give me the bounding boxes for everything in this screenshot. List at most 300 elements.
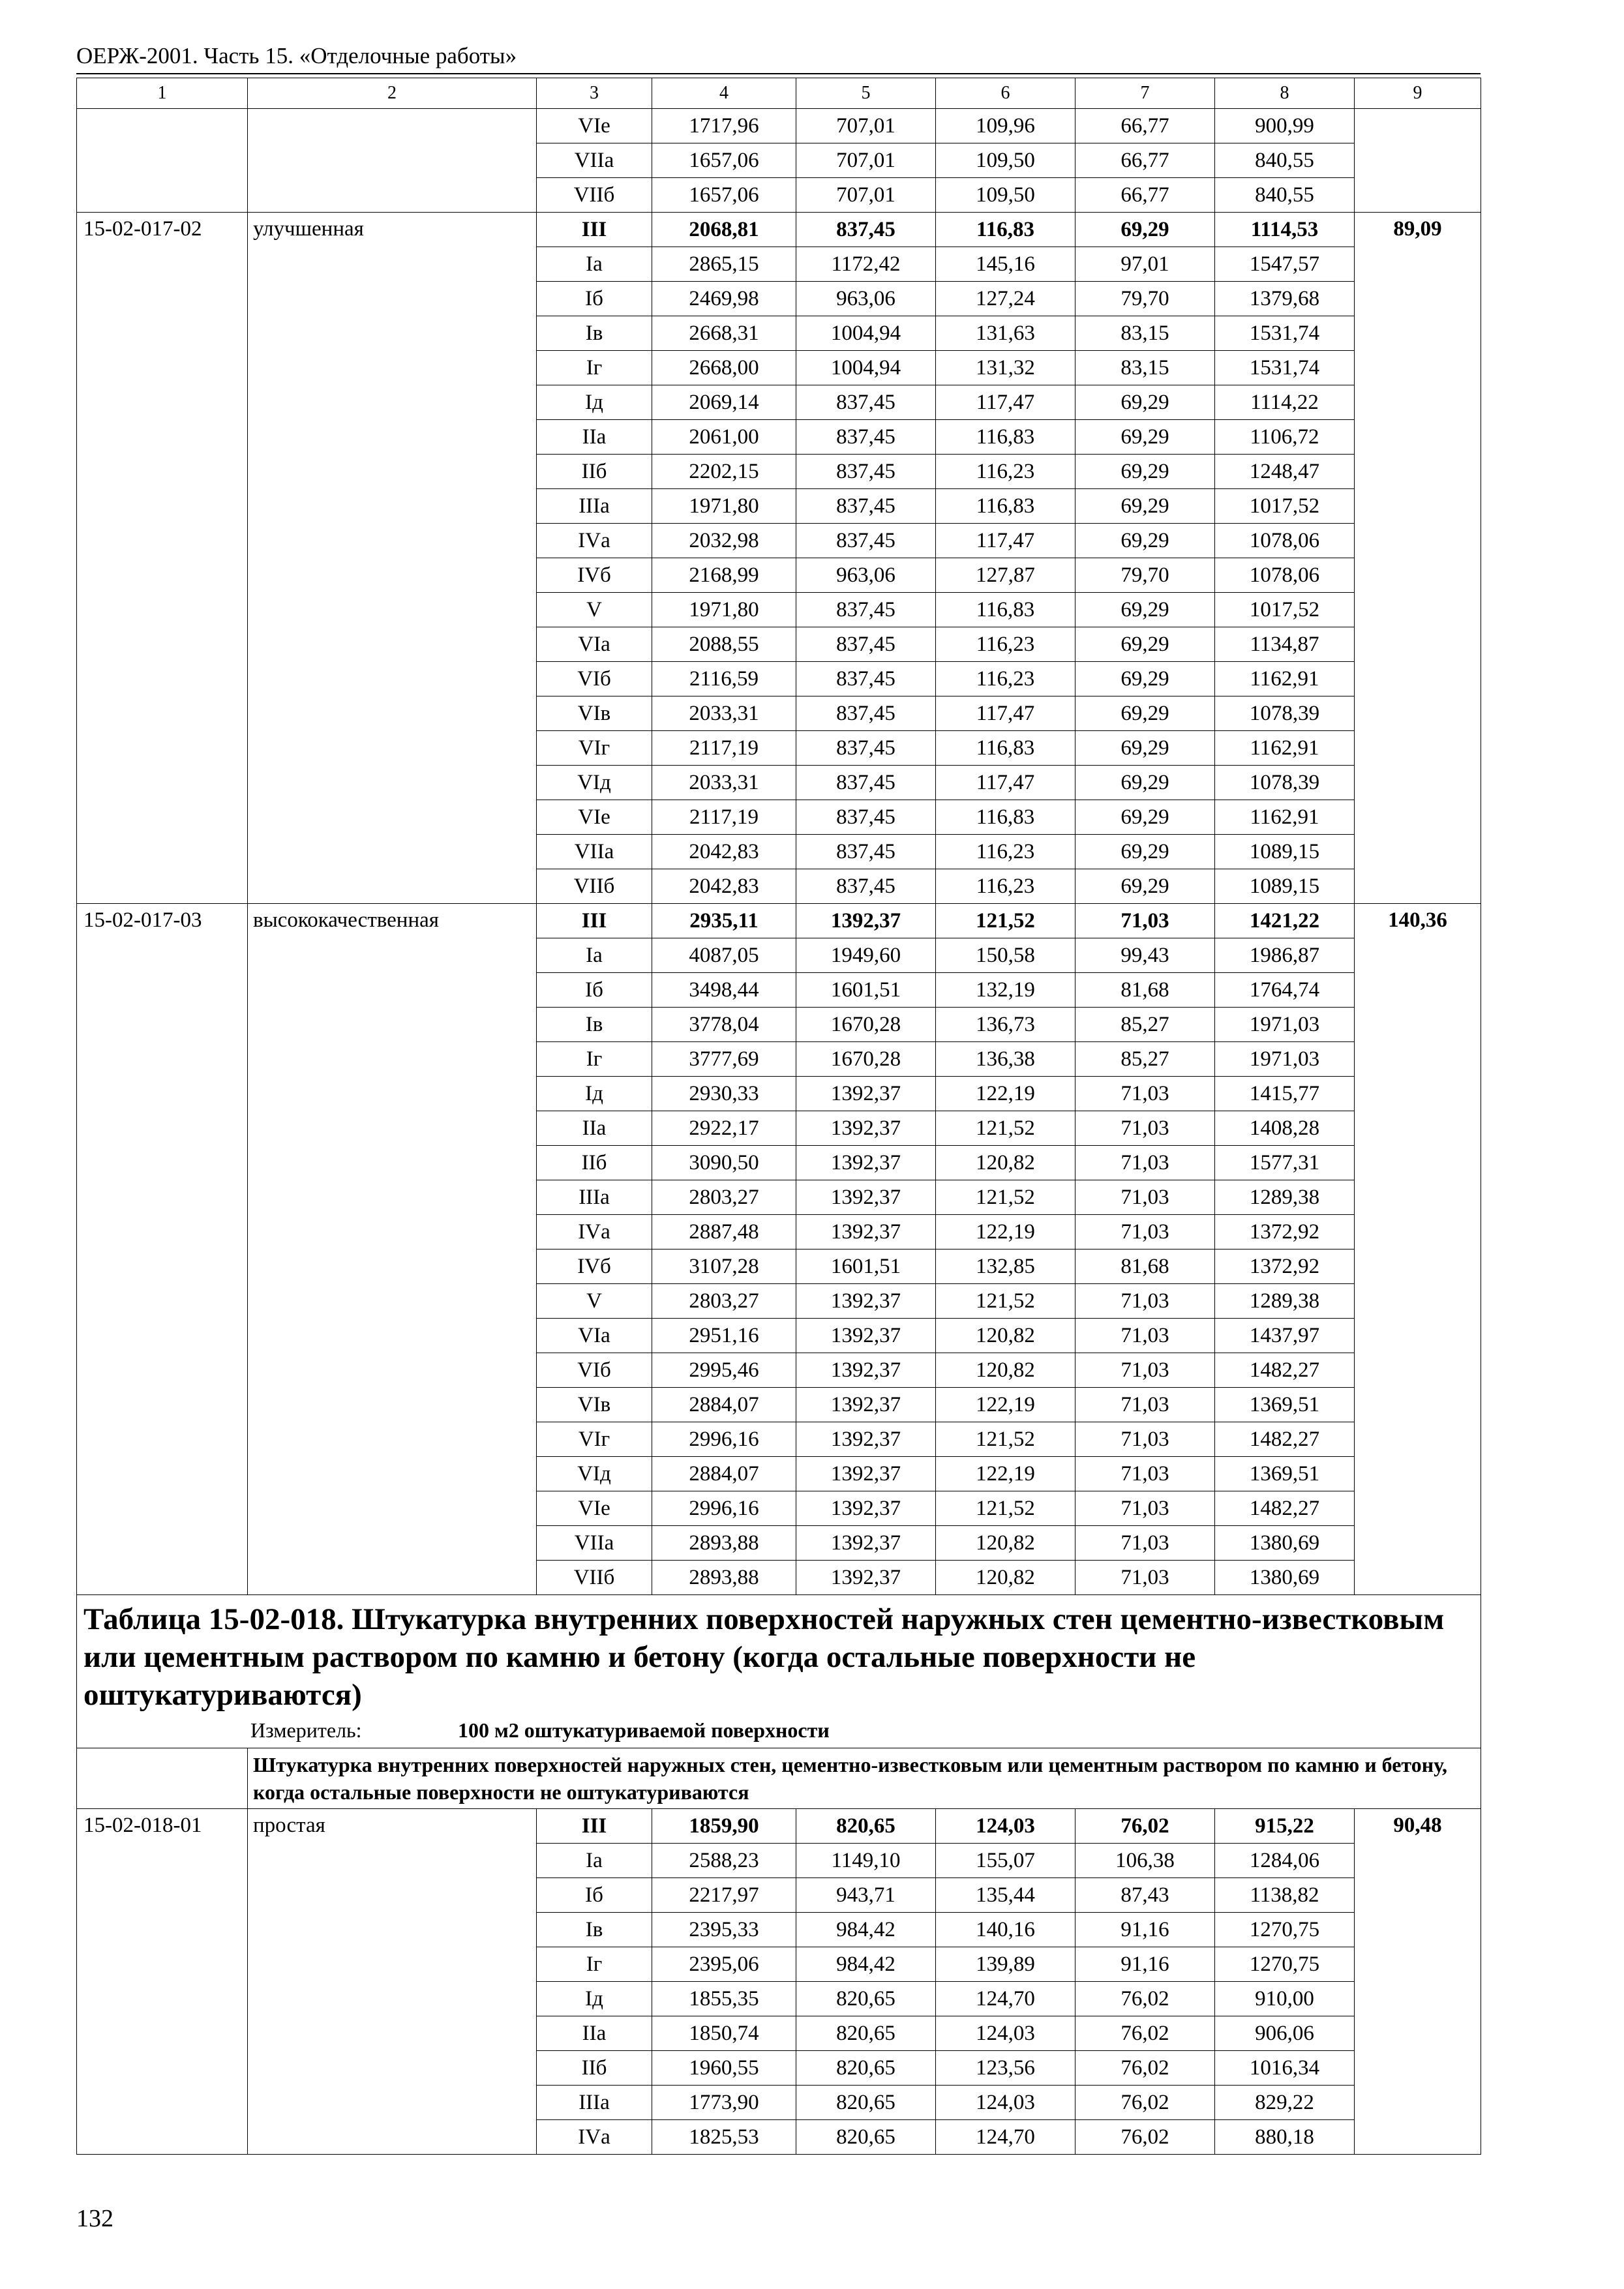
zone-cell: Iв xyxy=(537,316,652,351)
zone-cell: III xyxy=(537,904,652,938)
value-cell: 1162,91 xyxy=(1215,731,1355,766)
value-cell: 1971,03 xyxy=(1215,1008,1355,1042)
zone-cell: IIб xyxy=(537,2051,652,2086)
value-cell: 2033,31 xyxy=(652,766,796,800)
value-cell: 1482,27 xyxy=(1215,1353,1355,1388)
value-cell: 837,45 xyxy=(796,593,936,627)
value-cell: 121,52 xyxy=(936,1422,1075,1457)
value-cell: 1392,37 xyxy=(796,1111,936,1146)
value-cell: 1078,06 xyxy=(1215,558,1355,593)
value-cell: 1392,37 xyxy=(796,1215,936,1249)
rate-code: 15-02-017-02 xyxy=(77,213,248,904)
value-cell: 2088,55 xyxy=(652,627,796,662)
value-cell: 2069,14 xyxy=(652,385,796,420)
value-cell: 1380,69 xyxy=(1215,1561,1355,1595)
value-cell: 837,45 xyxy=(796,835,936,869)
value-cell: 820,65 xyxy=(796,2051,936,2086)
value-cell: 71,03 xyxy=(1075,1457,1215,1491)
value-cell: 71,03 xyxy=(1075,1422,1215,1457)
value-cell: 2668,00 xyxy=(652,351,796,385)
value-cell: 83,15 xyxy=(1075,316,1215,351)
zone-cell: Iб xyxy=(537,973,652,1008)
zone-cell: Iг xyxy=(537,1947,652,1982)
value-cell: 1971,03 xyxy=(1215,1042,1355,1077)
labor-cost-cell: 89,09 xyxy=(1355,213,1481,904)
value-cell: 122,19 xyxy=(936,1388,1075,1422)
rate-name: простая xyxy=(248,1809,537,2155)
value-cell: 76,02 xyxy=(1075,1809,1215,1844)
labor-cost-cell: 140,36 xyxy=(1355,904,1481,1595)
zone-cell: IVа xyxy=(537,1215,652,1249)
value-cell: 131,63 xyxy=(936,316,1075,351)
column-number: 2 xyxy=(248,78,537,109)
value-cell: 71,03 xyxy=(1075,1111,1215,1146)
value-cell: 2951,16 xyxy=(652,1319,796,1353)
zone-cell: VIIа xyxy=(537,835,652,869)
value-cell: 1392,37 xyxy=(796,1561,936,1595)
value-cell: 2930,33 xyxy=(652,1077,796,1111)
rate-name xyxy=(248,109,537,213)
value-cell: 1114,53 xyxy=(1215,213,1355,247)
value-cell: 122,19 xyxy=(936,1215,1075,1249)
value-cell: 132,85 xyxy=(936,1249,1075,1284)
value-cell: 2803,27 xyxy=(652,1284,796,1319)
value-cell: 116,83 xyxy=(936,489,1075,524)
value-cell: 69,29 xyxy=(1075,489,1215,524)
value-cell: 79,70 xyxy=(1075,558,1215,593)
value-cell: 2032,98 xyxy=(652,524,796,558)
measurer xyxy=(83,1716,1474,1744)
value-cell: 1284,06 xyxy=(1215,1844,1355,1878)
value-cell: 1986,87 xyxy=(1215,938,1355,973)
zone-cell: IIIа xyxy=(537,489,652,524)
zone-cell: IVа xyxy=(537,524,652,558)
value-cell: 122,19 xyxy=(936,1077,1075,1111)
value-cell: 2042,83 xyxy=(652,869,796,904)
table-018-description-row xyxy=(77,1748,1481,1809)
value-cell: 837,45 xyxy=(796,766,936,800)
value-cell: 1825,53 xyxy=(652,2120,796,2155)
value-cell: 139,89 xyxy=(936,1947,1075,1982)
value-cell: 1078,39 xyxy=(1215,696,1355,731)
value-cell: 71,03 xyxy=(1075,1215,1215,1249)
value-cell: 1408,28 xyxy=(1215,1111,1355,1146)
value-cell: 1547,57 xyxy=(1215,247,1355,282)
value-cell: 69,29 xyxy=(1075,385,1215,420)
value-cell: 71,03 xyxy=(1075,1353,1215,1388)
zone-cell: VIе xyxy=(537,1491,652,1526)
value-cell: 2803,27 xyxy=(652,1180,796,1215)
value-cell: 124,03 xyxy=(936,2086,1075,2120)
value-cell: 120,82 xyxy=(936,1561,1075,1595)
table-row xyxy=(77,1809,1481,1844)
value-cell: 1415,77 xyxy=(1215,1077,1355,1111)
value-cell: 150,58 xyxy=(936,938,1075,973)
rate-code xyxy=(77,109,248,213)
value-cell: 71,03 xyxy=(1075,1319,1215,1353)
value-cell: 124,03 xyxy=(936,2016,1075,2051)
value-cell: 837,45 xyxy=(796,455,936,489)
value-cell: 820,65 xyxy=(796,2120,936,2155)
zone-cell: IVб xyxy=(537,558,652,593)
column-number: 9 xyxy=(1355,78,1481,109)
labor-cost-cell xyxy=(1355,109,1481,213)
value-cell: 109,96 xyxy=(936,109,1075,143)
table-018-title-row xyxy=(77,1595,1481,1748)
value-cell: 1949,60 xyxy=(796,938,936,973)
value-cell: 124,03 xyxy=(936,1809,1075,1844)
value-cell: 820,65 xyxy=(796,1809,936,1844)
value-cell: 121,52 xyxy=(936,1111,1075,1146)
value-cell: 943,71 xyxy=(796,1878,936,1913)
value-cell: 76,02 xyxy=(1075,2120,1215,2155)
value-cell: 71,03 xyxy=(1075,1146,1215,1180)
value-cell: 829,22 xyxy=(1215,2086,1355,2120)
value-cell: 140,16 xyxy=(936,1913,1075,1947)
value-cell: 116,83 xyxy=(936,213,1075,247)
value-cell: 2469,98 xyxy=(652,282,796,316)
value-cell: 2168,99 xyxy=(652,558,796,593)
zone-cell: Iа xyxy=(537,938,652,973)
value-cell: 2922,17 xyxy=(652,1111,796,1146)
value-cell: 2068,81 xyxy=(652,213,796,247)
zone-cell: VIIб xyxy=(537,869,652,904)
description-empty-cell xyxy=(77,1748,248,1809)
value-cell: 71,03 xyxy=(1075,904,1215,938)
value-cell: 1601,51 xyxy=(796,1249,936,1284)
value-cell: 127,87 xyxy=(936,558,1075,593)
value-cell: 1392,37 xyxy=(796,1319,936,1353)
value-cell: 1657,06 xyxy=(652,143,796,178)
value-cell: 1016,34 xyxy=(1215,2051,1355,2086)
value-cell: 121,52 xyxy=(936,1180,1075,1215)
zone-cell: IIIа xyxy=(537,2086,652,2120)
value-cell: 1162,91 xyxy=(1215,800,1355,835)
zone-cell: VIе xyxy=(537,800,652,835)
column-number: 7 xyxy=(1075,78,1215,109)
measurer-label: Измеритель: xyxy=(250,1718,362,1742)
value-cell: 71,03 xyxy=(1075,1491,1215,1526)
table-018-title-cell xyxy=(77,1595,1481,1748)
value-cell: 1601,51 xyxy=(796,973,936,1008)
value-cell: 109,50 xyxy=(936,178,1075,213)
value-cell: 837,45 xyxy=(796,420,936,455)
zone-cell: Iв xyxy=(537,1913,652,1947)
value-cell: 117,47 xyxy=(936,696,1075,731)
value-cell: 136,38 xyxy=(936,1042,1075,1077)
zone-cell: IIа xyxy=(537,1111,652,1146)
page-number: 132 xyxy=(76,2205,113,2232)
value-cell: 1270,75 xyxy=(1215,1947,1355,1982)
zone-cell: VIIб xyxy=(537,178,652,213)
value-cell: 2117,19 xyxy=(652,731,796,766)
value-cell: 2202,15 xyxy=(652,455,796,489)
value-cell: 1392,37 xyxy=(796,1457,936,1491)
value-cell: 984,42 xyxy=(796,1947,936,1982)
value-cell: 71,03 xyxy=(1075,1180,1215,1215)
value-cell: 1960,55 xyxy=(652,2051,796,2086)
zone-cell: Iа xyxy=(537,247,652,282)
value-cell: 66,77 xyxy=(1075,143,1215,178)
value-cell: 1577,31 xyxy=(1215,1146,1355,1180)
value-cell: 820,65 xyxy=(796,1982,936,2016)
value-cell: 69,29 xyxy=(1075,593,1215,627)
value-cell: 1392,37 xyxy=(796,1284,936,1319)
value-cell: 69,29 xyxy=(1075,420,1215,455)
value-cell: 155,07 xyxy=(936,1844,1075,1878)
value-cell: 69,29 xyxy=(1075,835,1215,869)
value-cell: 1531,74 xyxy=(1215,316,1355,351)
value-cell: 1138,82 xyxy=(1215,1878,1355,1913)
value-cell: 99,43 xyxy=(1075,938,1215,973)
value-cell: 117,47 xyxy=(936,385,1075,420)
value-cell: 3778,04 xyxy=(652,1008,796,1042)
value-cell: 1437,97 xyxy=(1215,1319,1355,1353)
value-cell: 69,29 xyxy=(1075,524,1215,558)
value-cell: 120,82 xyxy=(936,1146,1075,1180)
value-cell: 66,77 xyxy=(1075,178,1215,213)
value-cell: 2033,31 xyxy=(652,696,796,731)
value-cell: 1134,87 xyxy=(1215,627,1355,662)
value-cell: 81,68 xyxy=(1075,973,1215,1008)
value-cell: 76,02 xyxy=(1075,2086,1215,2120)
value-cell: 1482,27 xyxy=(1215,1491,1355,1526)
value-cell: 2996,16 xyxy=(652,1491,796,1526)
zone-cell: VIа xyxy=(537,1319,652,1353)
value-cell: 1717,96 xyxy=(652,109,796,143)
value-cell: 120,82 xyxy=(936,1526,1075,1561)
value-cell: 69,29 xyxy=(1075,766,1215,800)
zone-cell: Iб xyxy=(537,282,652,316)
value-cell: 1078,39 xyxy=(1215,766,1355,800)
value-cell: 1380,69 xyxy=(1215,1526,1355,1561)
value-cell: 69,29 xyxy=(1075,627,1215,662)
value-cell: 71,03 xyxy=(1075,1388,1215,1422)
value-cell: 85,27 xyxy=(1075,1042,1215,1077)
zone-cell: VIд xyxy=(537,766,652,800)
value-cell: 2887,48 xyxy=(652,1215,796,1249)
value-cell: 707,01 xyxy=(796,178,936,213)
value-cell: 91,16 xyxy=(1075,1913,1215,1947)
value-cell: 837,45 xyxy=(796,385,936,420)
value-cell: 121,52 xyxy=(936,1284,1075,1319)
zone-cell: VIг xyxy=(537,1422,652,1457)
zone-cell: III xyxy=(537,1809,652,1844)
value-cell: 4087,05 xyxy=(652,938,796,973)
value-cell: 1017,52 xyxy=(1215,593,1355,627)
value-cell: 2588,23 xyxy=(652,1844,796,1878)
value-cell: 2935,11 xyxy=(652,904,796,938)
value-cell: 1379,68 xyxy=(1215,282,1355,316)
value-cell: 820,65 xyxy=(796,2086,936,2120)
value-cell: 1289,38 xyxy=(1215,1284,1355,1319)
value-cell: 910,00 xyxy=(1215,1982,1355,2016)
value-cell: 76,02 xyxy=(1075,2051,1215,2086)
value-cell: 1004,94 xyxy=(796,351,936,385)
value-cell: 1670,28 xyxy=(796,1008,936,1042)
value-cell: 837,45 xyxy=(796,731,936,766)
value-cell: 91,16 xyxy=(1075,1947,1215,1982)
value-cell: 69,29 xyxy=(1075,455,1215,489)
labor-cost-cell: 90,48 xyxy=(1355,1809,1481,2155)
value-cell: 117,47 xyxy=(936,766,1075,800)
value-cell: 1369,51 xyxy=(1215,1388,1355,1422)
value-cell: 116,23 xyxy=(936,455,1075,489)
value-cell: 81,68 xyxy=(1075,1249,1215,1284)
zone-cell: IIIа xyxy=(537,1180,652,1215)
value-cell: 837,45 xyxy=(796,800,936,835)
value-cell: 2884,07 xyxy=(652,1388,796,1422)
value-cell: 69,29 xyxy=(1075,662,1215,696)
rate-name: улучшенная xyxy=(248,213,537,904)
table-018-header xyxy=(77,1595,1481,1809)
table-body-bottom xyxy=(77,1809,1481,2155)
value-cell: 1270,75 xyxy=(1215,1913,1355,1947)
value-cell: 1372,92 xyxy=(1215,1249,1355,1284)
value-cell: 1421,22 xyxy=(1215,904,1355,938)
value-cell: 1106,72 xyxy=(1215,420,1355,455)
value-cell: 2995,46 xyxy=(652,1353,796,1388)
value-cell: 1392,37 xyxy=(796,1077,936,1111)
zone-cell: Iб xyxy=(537,1878,652,1913)
value-cell: 66,77 xyxy=(1075,109,1215,143)
table-row xyxy=(77,109,1481,143)
value-cell: 69,29 xyxy=(1075,731,1215,766)
value-cell: 71,03 xyxy=(1075,1526,1215,1561)
value-cell: 1289,38 xyxy=(1215,1180,1355,1215)
value-cell: 116,23 xyxy=(936,869,1075,904)
table-body-top xyxy=(77,78,1481,1595)
value-cell: 116,23 xyxy=(936,662,1075,696)
zone-cell: Iв xyxy=(537,1008,652,1042)
zone-cell: IVа xyxy=(537,2120,652,2155)
value-cell: 837,45 xyxy=(796,696,936,731)
zone-cell: VIIб xyxy=(537,1561,652,1595)
value-cell: 87,43 xyxy=(1075,1878,1215,1913)
value-cell: 1089,15 xyxy=(1215,835,1355,869)
price-table xyxy=(76,78,1481,2155)
zone-cell: Iг xyxy=(537,1042,652,1077)
value-cell: 69,29 xyxy=(1075,213,1215,247)
value-cell: 71,03 xyxy=(1075,1561,1215,1595)
value-cell: 122,19 xyxy=(936,1457,1075,1491)
zone-cell: IIб xyxy=(537,1146,652,1180)
column-numbers-row xyxy=(77,78,1481,109)
value-cell: 1089,15 xyxy=(1215,869,1355,904)
value-cell: 124,70 xyxy=(936,2120,1075,2155)
value-cell: 69,29 xyxy=(1075,696,1215,731)
value-cell: 123,56 xyxy=(936,2051,1075,2086)
value-cell: 1078,06 xyxy=(1215,524,1355,558)
zone-cell: Iд xyxy=(537,1982,652,2016)
value-cell: 136,73 xyxy=(936,1008,1075,1042)
value-cell: 1482,27 xyxy=(1215,1422,1355,1457)
value-cell: 1392,37 xyxy=(796,1388,936,1422)
value-cell: 1392,37 xyxy=(796,1180,936,1215)
zone-cell: VIб xyxy=(537,662,652,696)
value-cell: 1859,90 xyxy=(652,1809,796,1844)
value-cell: 116,23 xyxy=(936,835,1075,869)
zone-cell: V xyxy=(537,1284,652,1319)
zone-cell: VIб xyxy=(537,1353,652,1388)
value-cell: 1531,74 xyxy=(1215,351,1355,385)
value-cell: 71,03 xyxy=(1075,1284,1215,1319)
value-cell: 984,42 xyxy=(796,1913,936,1947)
zone-cell: VIг xyxy=(537,731,652,766)
value-cell: 2893,88 xyxy=(652,1526,796,1561)
value-cell: 1392,37 xyxy=(796,1422,936,1457)
column-number: 5 xyxy=(796,78,936,109)
value-cell: 1657,06 xyxy=(652,178,796,213)
zone-cell: IVб xyxy=(537,1249,652,1284)
value-cell: 69,29 xyxy=(1075,869,1215,904)
zone-cell: IIа xyxy=(537,2016,652,2051)
value-cell: 1392,37 xyxy=(796,1146,936,1180)
value-cell: 116,23 xyxy=(936,627,1075,662)
value-cell: 2865,15 xyxy=(652,247,796,282)
value-cell: 1372,92 xyxy=(1215,1215,1355,1249)
zone-cell: VIв xyxy=(537,1388,652,1422)
value-cell: 117,47 xyxy=(936,524,1075,558)
value-cell: 880,18 xyxy=(1215,2120,1355,2155)
value-cell: 1971,80 xyxy=(652,593,796,627)
value-cell: 1773,90 xyxy=(652,2086,796,2120)
zone-cell: IIб xyxy=(537,455,652,489)
table-018-description: Штукатурка внутренних поверхностей наружных стен, цементно-известковым или цементным раствором по камню и бетону, когда остальные поверхности не оштукатуриваются xyxy=(248,1748,1481,1809)
value-cell: 2395,06 xyxy=(652,1947,796,1982)
value-cell: 132,19 xyxy=(936,973,1075,1008)
column-number: 8 xyxy=(1215,78,1355,109)
value-cell: 1392,37 xyxy=(796,904,936,938)
table-018-title: Таблица 15-02-018. Штукатурка внутренних поверхностей наружных стен цементно-известковым или цементным раствором по камню и бетону (когда остальные поверхности не оштукатуриваются) xyxy=(83,1602,1445,1712)
value-cell: 2996,16 xyxy=(652,1422,796,1457)
value-cell: 840,55 xyxy=(1215,178,1355,213)
value-cell: 900,99 xyxy=(1215,109,1355,143)
value-cell: 116,83 xyxy=(936,420,1075,455)
zone-cell: Iа xyxy=(537,1844,652,1878)
value-cell: 131,32 xyxy=(936,351,1075,385)
value-cell: 1114,22 xyxy=(1215,385,1355,420)
value-cell: 837,45 xyxy=(796,524,936,558)
value-cell: 71,03 xyxy=(1075,1077,1215,1111)
column-number: 1 xyxy=(77,78,248,109)
value-cell: 1149,10 xyxy=(796,1844,936,1878)
value-cell: 127,24 xyxy=(936,282,1075,316)
value-cell: 83,15 xyxy=(1075,351,1215,385)
value-cell: 1971,80 xyxy=(652,489,796,524)
value-cell: 2395,33 xyxy=(652,1913,796,1947)
value-cell: 2217,97 xyxy=(652,1878,796,1913)
value-cell: 837,45 xyxy=(796,489,936,524)
zone-cell: VIв xyxy=(537,696,652,731)
value-cell: 906,06 xyxy=(1215,2016,1355,2051)
value-cell: 97,01 xyxy=(1075,247,1215,282)
value-cell: 3498,44 xyxy=(652,973,796,1008)
running-header: ОЕРЖ-2001. Часть 15. «Отделочные работы» xyxy=(76,42,1481,74)
value-cell: 837,45 xyxy=(796,869,936,904)
measurer-value: 100 м2 оштукатуриваемой поверхности xyxy=(458,1718,830,1742)
value-cell: 76,02 xyxy=(1075,1982,1215,2016)
value-cell: 121,52 xyxy=(936,1491,1075,1526)
value-cell: 121,52 xyxy=(936,904,1075,938)
zone-cell: VIа xyxy=(537,627,652,662)
value-cell: 1392,37 xyxy=(796,1491,936,1526)
column-number: 4 xyxy=(652,78,796,109)
value-cell: 1004,94 xyxy=(796,316,936,351)
value-cell: 1162,91 xyxy=(1215,662,1355,696)
table-row xyxy=(77,904,1481,938)
value-cell: 2061,00 xyxy=(652,420,796,455)
